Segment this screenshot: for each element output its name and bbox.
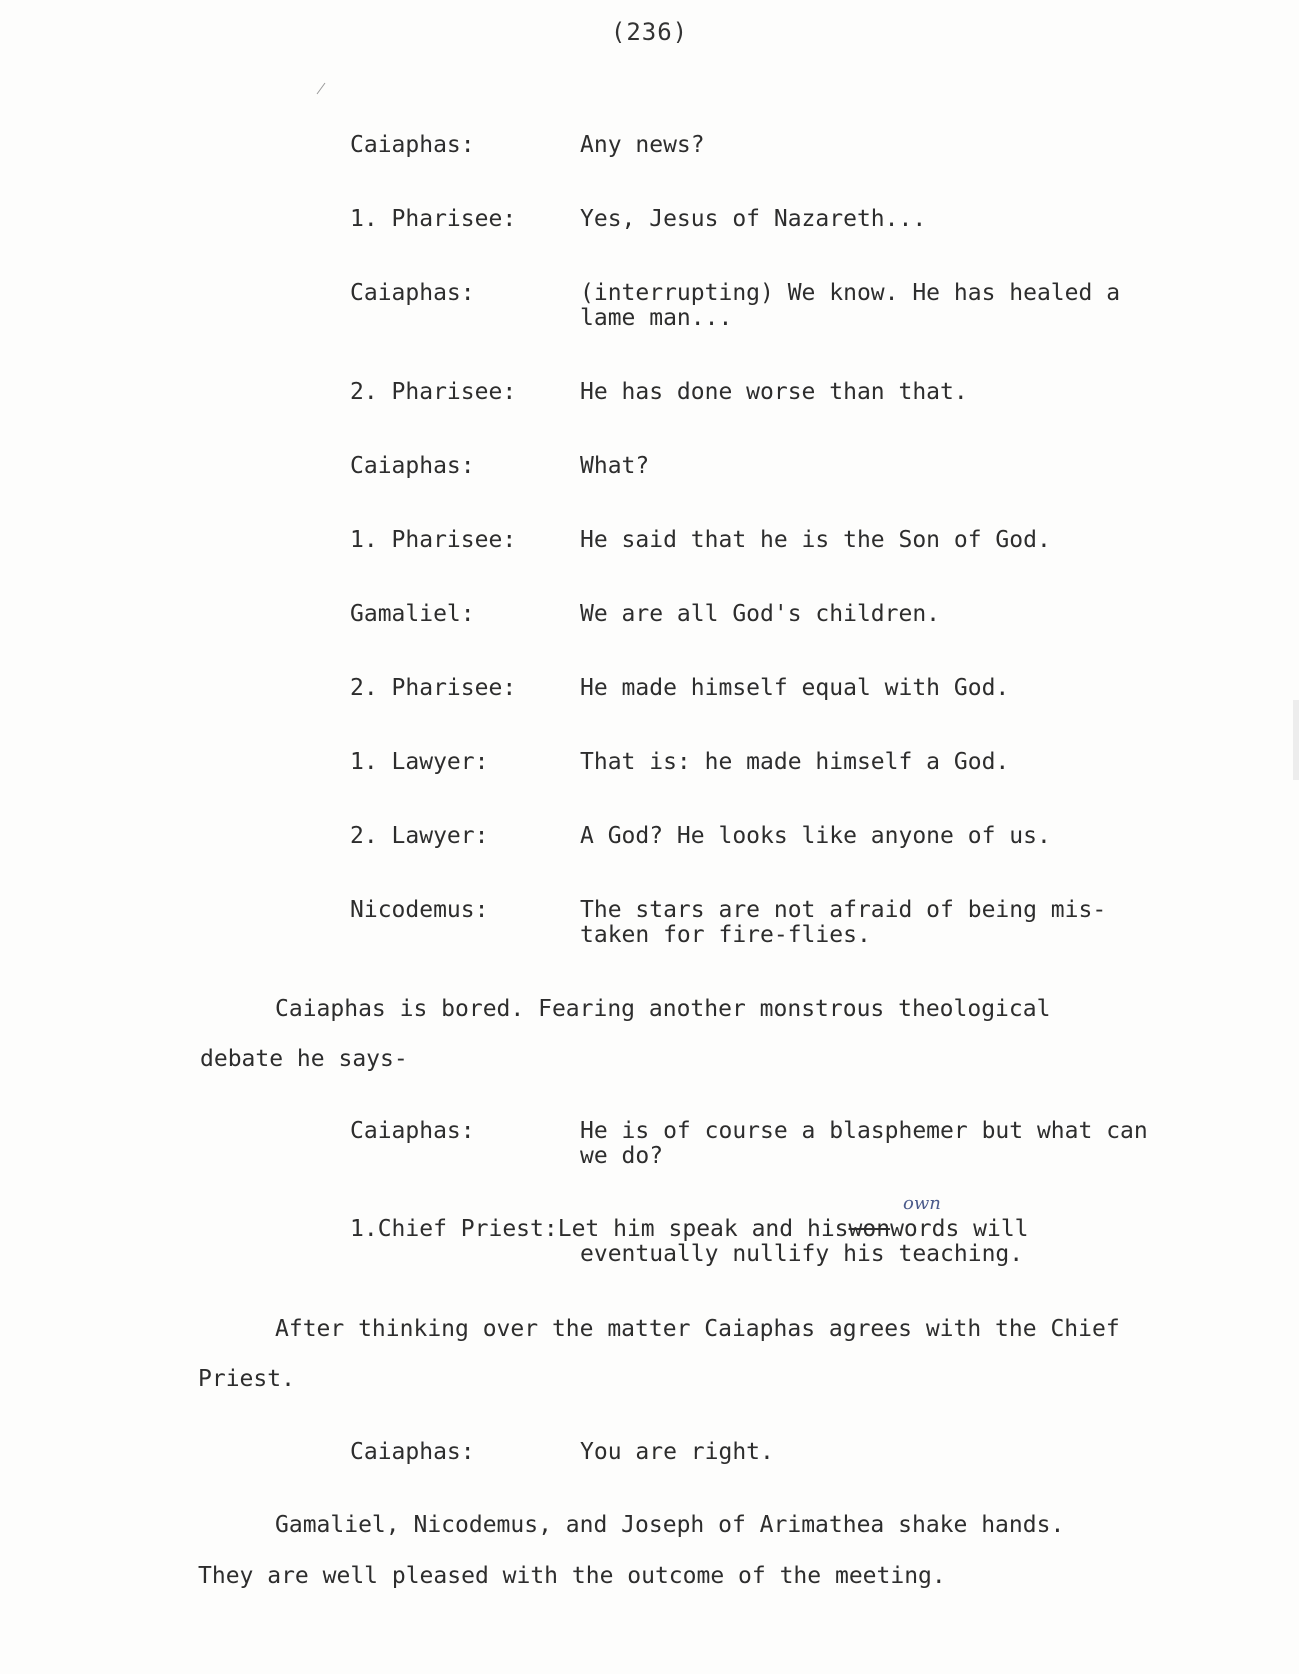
- speech-line: lame man...: [580, 305, 733, 331]
- speech: [580, 750, 1220, 775]
- speech: [580, 676, 1220, 701]
- narration-line: Caiaphas is bored. Fearing another monstrous theological: [275, 996, 1051, 1022]
- speech-line: Any news?: [580, 132, 705, 158]
- speech-line: eventually nullify his teaching.: [580, 1241, 1024, 1267]
- speech-line: taken for fire-flies.: [580, 922, 871, 948]
- stray-pen-mark: [315, 82, 327, 96]
- speech-line: You are right.: [580, 1439, 774, 1465]
- speaker-label: Caiaphas:: [350, 1439, 475, 1465]
- speaker-label: Caiaphas:: [350, 453, 475, 479]
- speech: [580, 824, 1220, 849]
- speaker-label: 2. Lawyer:: [350, 823, 489, 849]
- speech-line: we do?: [580, 1143, 664, 1169]
- speech: [580, 1440, 1220, 1465]
- speech-line: We are all God's children.: [580, 601, 941, 627]
- speech: [580, 602, 1220, 627]
- speech-line: The stars are not afraid of being mis-: [580, 897, 1107, 923]
- speech-line: Yes, Jesus of Nazareth...: [580, 206, 927, 232]
- speaker-label: 2. Pharisee:: [350, 379, 517, 405]
- speech: [580, 898, 1220, 948]
- narration-line: Gamaliel, Nicodemus, and Joseph of Arimathea shake hands.: [275, 1512, 1065, 1538]
- narration-line: Priest.: [198, 1366, 295, 1392]
- speech-line: He said that he is the Son of God.: [580, 527, 1051, 553]
- speaker-label: 1.Chief Priest:: [350, 1216, 558, 1242]
- narration-line: After thinking over the matter Caiaphas agrees with the Chief: [275, 1316, 1120, 1342]
- speech-line: A God? He looks like anyone of us.: [580, 823, 1051, 849]
- speaker-label: Nicodemus:: [350, 897, 489, 923]
- speaker-label: Caiaphas:: [350, 132, 475, 158]
- speech-line: He made himself equal with God.: [580, 675, 1010, 701]
- speaker-label: 1. Lawyer:: [350, 749, 489, 775]
- speech: [580, 281, 1220, 331]
- speaker-label: Gamaliel:: [350, 601, 475, 627]
- speech: [580, 207, 1220, 232]
- scan-edge-shadow: [1293, 700, 1299, 780]
- page-number: (236): [610, 18, 689, 46]
- speaker-label: Caiaphas:: [350, 280, 475, 306]
- narration-line: They are well pleased with the outcome of the meeting.: [198, 1563, 946, 1589]
- speech: [580, 528, 1220, 553]
- speech: [580, 380, 1220, 405]
- narration-line: debate he says-: [200, 1046, 408, 1072]
- chief-priest-line: [350, 1217, 1029, 1242]
- speaker-label: 1. Pharisee:: [350, 527, 517, 553]
- speech: [580, 1119, 1220, 1169]
- speech-line: (interrupting) We know. He has healed a: [580, 280, 1121, 306]
- speech-text: Let him speak and his: [557, 1216, 849, 1242]
- speech-line: He is of course a blasphemer but what can: [580, 1118, 1148, 1144]
- speech-line: What?: [580, 453, 650, 479]
- speaker-label: Caiaphas:: [350, 1118, 475, 1144]
- handwritten-correction: own: [903, 1193, 941, 1214]
- speaker-label: 1. Pharisee:: [350, 206, 517, 232]
- speech-line: That is: he made himself a God.: [580, 749, 1010, 775]
- speech: [580, 454, 1220, 479]
- speech: [580, 133, 1220, 158]
- speaker-label: 2. Pharisee:: [350, 675, 517, 701]
- struck-word: won: [848, 1216, 891, 1242]
- speech-line: He has done worse than that.: [580, 379, 968, 405]
- speech-text: words will: [890, 1216, 1029, 1242]
